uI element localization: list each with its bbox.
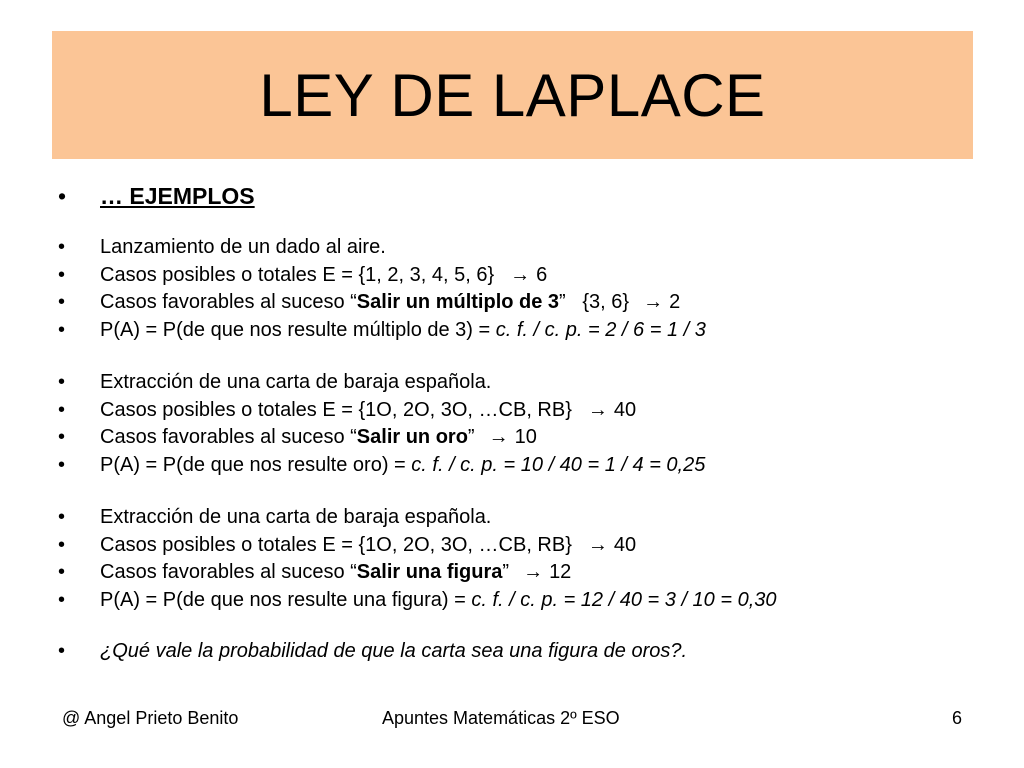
list-item [58, 532, 988, 560]
footer-course: Apuntes Matemáticas 2º ESO [382, 708, 620, 728]
bullet: • [58, 183, 67, 209]
arrow-icon: → [523, 561, 544, 583]
example1-probability-formula: c. f. / c. p. = 2 / 6 = 1 / 3 [495, 318, 706, 341]
arrow-icon: → [488, 426, 509, 448]
list-item [58, 234, 988, 262]
bullet: • [58, 533, 66, 556]
example1-possible-count: 6 [536, 263, 548, 286]
bullet: • [58, 561, 66, 583]
arrow-icon: → [643, 291, 664, 313]
example2-favorable-prefix: Casos favorables al suceso “ [100, 426, 357, 448]
list-item [58, 638, 988, 666]
example2-favorable-close: ” [467, 426, 475, 448]
example3-favorable-close: ” [502, 561, 510, 583]
list-item [58, 587, 988, 615]
list-item [58, 397, 988, 425]
bullet: • [58, 236, 66, 258]
arrow-icon: → [510, 263, 531, 286]
example1-favorable-set: ” {3, 6} [559, 291, 630, 313]
footer-page-number: 6 [952, 708, 963, 728]
example2-probability-formula: c. f. / c. p. = 10 / 40 = 1 / 4 = 0,25 [411, 453, 706, 476]
example2-intro: Extracción de una carta de baraja española. [100, 371, 492, 393]
example3-possible-count: 40 [613, 533, 637, 556]
arrow-icon: → [587, 533, 608, 556]
list-item [58, 504, 988, 532]
list-item [58, 289, 988, 317]
bullet: • [58, 640, 66, 662]
list-item [58, 317, 988, 345]
example2-probability-label: P(A) = P(de que nos resulte oro) = [100, 453, 412, 476]
example2-possible-cases: Casos posibles o totales E = {1O, 2O, 3O, …CB, RB} [100, 398, 572, 421]
slide-content [58, 178, 988, 666]
list-item [58, 424, 988, 452]
example2-possible-count: 40 [613, 398, 637, 421]
list-item [58, 262, 988, 290]
example1-favorable-event: Salir un múltiplo de 3 [356, 291, 560, 313]
example1-intro: Lanzamiento de un dado al aire. [100, 236, 386, 258]
arrow-icon: → [587, 398, 608, 421]
example3-favorable-count: 12 [549, 561, 572, 583]
example3-favorable-prefix: Casos favorables al suceso “ [100, 561, 357, 583]
bullet: • [58, 291, 66, 313]
title-band [52, 31, 973, 159]
bullet: • [58, 371, 66, 393]
spacer [58, 344, 988, 369]
bullet: • [58, 506, 66, 528]
example1-favorable-prefix: Casos favorables al suceso “ [100, 291, 357, 313]
heading-row [58, 178, 988, 214]
example3-intro: Extracción de una carta de baraja española. [100, 506, 492, 528]
example3-favorable-event: Salir una figura [356, 561, 503, 583]
spacer [58, 614, 988, 638]
slide-title: LEY DE LAPLACE [259, 61, 766, 129]
footer-author: @ Angel Prieto Benito [62, 708, 239, 728]
list-item [58, 452, 988, 480]
bullet: • [58, 318, 66, 341]
example1-favorable-count: 2 [669, 291, 681, 313]
example1-probability-label: P(A) = P(de que nos resulte múltiplo de 3) = [100, 318, 496, 341]
bullet: • [58, 426, 66, 448]
list-item [58, 369, 988, 397]
bullet: • [58, 453, 66, 476]
bullet: • [58, 588, 66, 611]
example3-probability-formula: c. f. / c. p. = 12 / 40 = 3 / 10 = 0,30 [471, 588, 777, 611]
section-heading: … EJEMPLOS [100, 183, 255, 209]
spacer [58, 479, 988, 504]
bullet: • [58, 263, 66, 286]
example2-favorable-event: Salir un oro [356, 426, 468, 448]
example1-possible-cases: Casos posibles o totales E = {1, 2, 3, 4, 5, 6} [100, 263, 495, 286]
example3-probability-label: P(A) = P(de que nos resulte una figura) = [100, 588, 472, 611]
bullet: • [58, 398, 66, 421]
question-text: ¿Qué vale la probabilidad de que la carta sea una figura de oros?. [100, 640, 688, 662]
example2-favorable-count: 10 [514, 426, 537, 448]
example3-possible-cases: Casos posibles o totales E = {1O, 2O, 3O, …CB, RB} [100, 533, 572, 556]
list-item [58, 559, 988, 587]
